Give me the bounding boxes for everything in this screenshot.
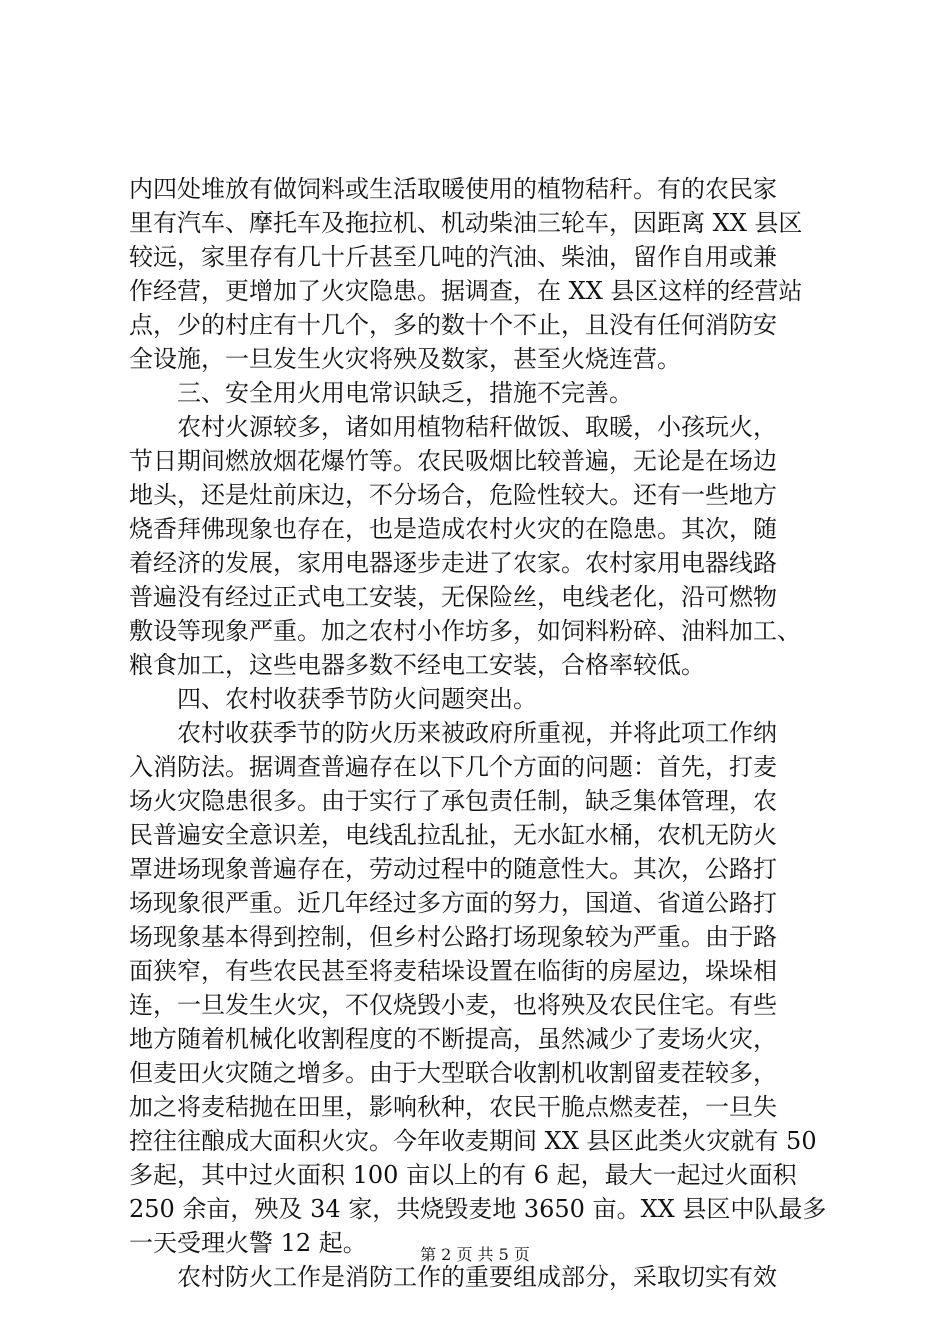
text-line: 控往往酿成大面积火灾。今年收麦期间 XX 县区此类火灾就有 50	[129, 1127, 817, 1155]
text-line: 农村收获季节的防火历来被政府所重视，并将此项工作纳	[177, 719, 777, 747]
text-line: 场现象很严重。近几年经过多方面的努力，国道、省道公路打	[129, 889, 777, 917]
text-line: 场火灾隐患很多。由于实行了承包责任制，缺乏集体管理，农	[129, 787, 777, 815]
text-line: 加之将麦秸抛在田里，影响秋种，农民干脆点燃麦茬，一旦失	[129, 1093, 777, 1121]
text-line: 但麦田火灾随之增多。由于大型联合收割机收割留麦茬较多，	[129, 1059, 777, 1087]
text-line: 民普遍安全意识差，电线乱拉乱扯，无水缸水桶，农机无防火	[129, 821, 777, 849]
text-line: 节日期间燃放烟花爆竹等。农民吸烟比较普遍，无论是在场边	[129, 447, 777, 475]
text-line: 250 余亩，殃及 34 家，共烧毁麦地 3650 亩。XX 县区中队最多	[129, 1195, 827, 1223]
text-line: 地方随着机械化收割程度的不断提高，虽然减少了麦场火灾，	[129, 1025, 777, 1053]
text-line: 粮食加工，这些电器多数不经电工安装，合格率较低。	[129, 651, 705, 679]
text-line: 一天受理火警 12 起。	[129, 1229, 367, 1257]
text-line: 全设施，一旦发生火灾将殃及数家，甚至火烧连营。	[129, 345, 681, 373]
text-line: 着经济的发展，家用电器逐步走进了农家。农村家用电器线路	[129, 549, 777, 577]
text-line: 多起，其中过火面积 100 亩以上的有 6 起，最大一起过火面积	[129, 1161, 797, 1189]
document-body	[129, 172, 829, 1294]
page-footer: 第 2 页 共 5 页	[420, 1245, 530, 1264]
text-line: 内四处堆放有做饲料或生活取暖使用的植物秸秆。有的农民家	[129, 175, 777, 203]
text-line: 农村防火工作是消防工作的重要组成部分，采取切实有效	[177, 1263, 777, 1291]
text-line: 罩进场现象普遍存在，劳动过程中的随意性大。其次，公路打	[129, 855, 777, 883]
text-line: 场现象基本得到控制，但乡村公路打场现象较为严重。由于路	[129, 923, 777, 951]
text-line: 面狭窄，有些农民甚至将麦秸垛设置在临街的房屋边，垛垛相	[129, 957, 777, 985]
text-line: 入消防法。据调查普遍存在以下几个方面的问题：首先，打麦	[129, 753, 777, 781]
text-line: 里有汽车、摩托车及拖拉机、机动柴油三轮车，因距离 XX 县区	[129, 209, 803, 237]
text-line: 地头，还是灶前床边，不分场合，危险性较大。还有一些地方	[129, 481, 777, 509]
text-line: 较远，家里存有几十斤甚至几吨的汽油、柴油，留作自用或兼	[129, 243, 777, 271]
text-line: 点，少的村庄有十几个，多的数十个不止，且没有任何消防安	[129, 311, 777, 339]
text-line: 三、安全用火用电常识缺乏，措施不完善。	[177, 379, 633, 407]
text-line: 四、农村收获季节防火问题突出。	[177, 685, 537, 713]
text-line: 敷设等现象严重。加之农村小作坊多，如饲料粉碎、油料加工、	[129, 617, 801, 645]
text-line: 连，一旦发生火灾，不仅烧毁小麦，也将殃及农民住宅。有些	[129, 991, 777, 1019]
text-line: 普遍没有经过正式电工安装，无保险丝，电线老化，沿可燃物	[129, 583, 777, 611]
text-line: 烧香拜佛现象也存在，也是造成农村火灾的在隐患。其次，随	[129, 515, 777, 543]
text-line: 作经营，更增加了火灾隐患。据调查，在 XX 县区这样的经营站	[129, 277, 803, 305]
text-line: 农村火源较多，诸如用植物秸秆做饭、取暖，小孩玩火，	[177, 413, 777, 441]
